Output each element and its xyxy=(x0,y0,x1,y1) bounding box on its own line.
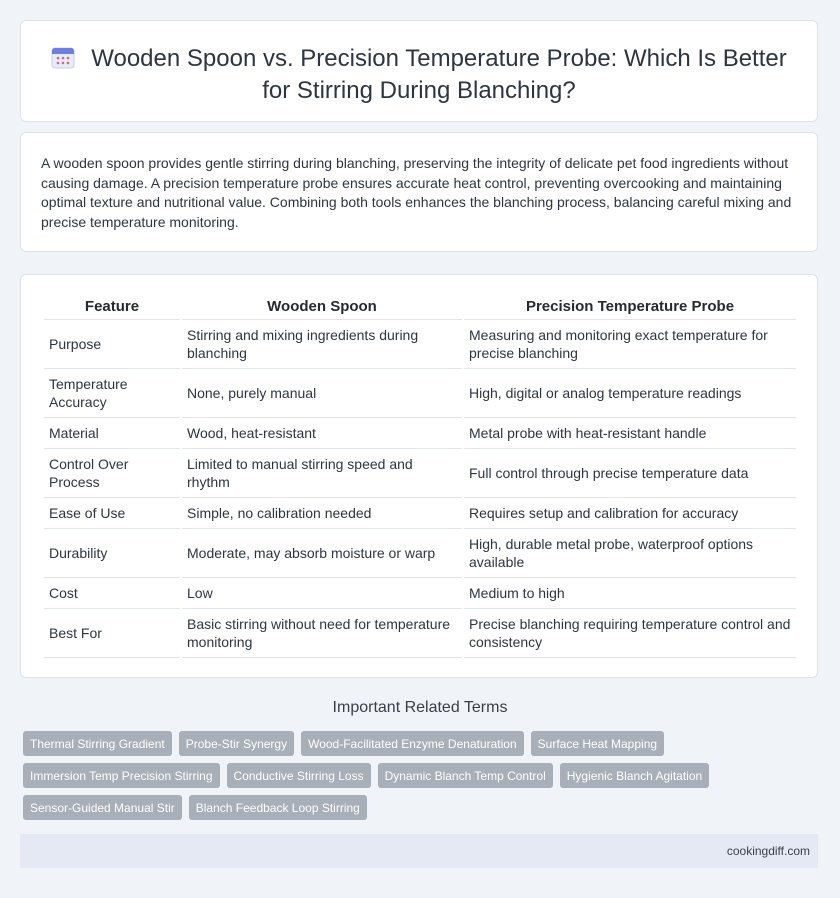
table-row xyxy=(44,418,796,449)
probe-cell: Medium to high xyxy=(464,578,796,609)
table-row xyxy=(44,529,796,578)
feature-cell: Material xyxy=(44,418,180,449)
probe-cell: Requires setup and calibration for accuracy xyxy=(464,498,796,529)
probe-cell: High, digital or analog temperature readings xyxy=(464,369,796,418)
spoon-cell: Basic stirring without need for temperature monitoring xyxy=(182,609,462,658)
header-wooden-spoon: Wooden Spoon xyxy=(182,295,462,320)
probe-cell: Full control through precise temperature data xyxy=(464,449,796,498)
comparison-card xyxy=(20,274,818,678)
footer-site-link[interactable]: cookingdiff.com xyxy=(726,844,810,858)
page-title-wrap xyxy=(51,44,787,105)
table-row xyxy=(44,369,796,418)
feature-cell: Durability xyxy=(44,529,180,578)
feature-cell: Purpose xyxy=(44,320,180,369)
table-header-row xyxy=(44,295,796,320)
table-row xyxy=(44,449,796,498)
related-term-tag[interactable]: Probe-Stir Synergy xyxy=(179,731,294,756)
table-row xyxy=(44,320,796,369)
probe-cell: Precise blanching requiring temperature control and consistency xyxy=(464,609,796,658)
spoon-cell: Low xyxy=(182,578,462,609)
header-feature: Feature xyxy=(44,295,180,320)
table-row xyxy=(44,498,796,529)
related-term-tag[interactable]: Hygienic Blanch Agitation xyxy=(560,763,709,788)
footer xyxy=(20,834,818,868)
comparison-table xyxy=(42,295,798,658)
feature-cell: Control Over Process xyxy=(44,449,180,498)
related-term-tag[interactable]: Sensor-Guided Manual Stir xyxy=(23,795,182,820)
related-term-tag[interactable]: Conductive Stirring Loss xyxy=(227,763,371,788)
spoon-cell: Simple, no calibration needed xyxy=(182,498,462,529)
feature-cell: Best For xyxy=(44,609,180,658)
summary-text: A wooden spoon provides gentle stirring during blanching, preserving the integrity of delicate pet food ingredients without causing damage. A precision temperature probe ensures accurate heat control, preventing overcooking and maintaining optimal texture and nutritional value. Combining both tools enhances the blanching process, balancing careful mixing and precise temperature monitoring. xyxy=(41,155,792,230)
related-term-tag[interactable]: Immersion Temp Precision Stirring xyxy=(23,763,220,788)
feature-cell: Temperature Accuracy xyxy=(44,369,180,418)
probe-cell: High, durable metal probe, waterproof options available xyxy=(464,529,796,578)
related-term-tag[interactable]: Blanch Feedback Loop Stirring xyxy=(189,795,367,820)
calendar-icon xyxy=(51,45,75,76)
spoon-cell: Moderate, may absorb moisture or warp xyxy=(182,529,462,578)
spoon-cell: Stirring and mixing ingredients during blanching xyxy=(182,320,462,369)
table-row xyxy=(44,609,796,658)
page-title: Wooden Spoon vs. Precision Temperature Probe: Which Is Better for Stirring During Blanching? xyxy=(91,45,787,104)
spoon-cell: None, purely manual xyxy=(182,369,462,418)
feature-cell: Ease of Use xyxy=(44,498,180,529)
related-term-tag[interactable]: Surface Heat Mapping xyxy=(531,731,664,756)
probe-cell: Metal probe with heat-resistant handle xyxy=(464,418,796,449)
probe-cell: Measuring and monitoring exact temperature for precise blanching xyxy=(464,320,796,369)
header-probe: Precision Temperature Probe xyxy=(464,295,796,320)
table-row xyxy=(44,578,796,609)
related-terms-title: Important Related Terms xyxy=(332,699,508,716)
spoon-cell: Wood, heat-resistant xyxy=(182,418,462,449)
related-term-tag[interactable]: Thermal Stirring Gradient xyxy=(23,731,172,756)
related-terms-tags xyxy=(23,731,803,820)
summary-card xyxy=(20,132,818,252)
spoon-cell: Limited to manual stirring speed and rhythm xyxy=(182,449,462,498)
related-term-tag[interactable]: Wood-Facilitated Enzyme Denaturation xyxy=(301,731,524,756)
header-card xyxy=(20,20,818,122)
feature-cell: Cost xyxy=(44,578,180,609)
related-term-tag[interactable]: Dynamic Blanch Temp Control xyxy=(378,763,553,788)
